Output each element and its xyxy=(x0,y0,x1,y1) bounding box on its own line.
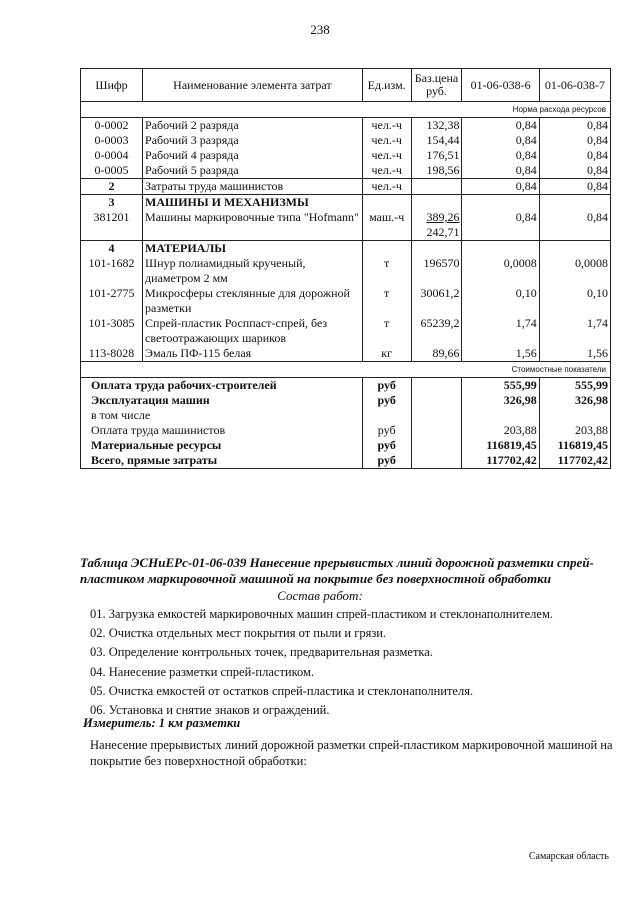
table-row: 113-8028 Эмаль ПФ-115 белая кг 89,66 1,56 1,56 xyxy=(81,346,611,362)
cost-row-machines: Эксплуатация машин в том числе руб 326,98 326,98 xyxy=(81,393,611,423)
list-item: 05. Очистка емкостей от остатков спрей-пластика и стеклонаполнителя. xyxy=(90,683,474,698)
measure-unit: Измеритель: 1 км разметки xyxy=(83,716,241,730)
table-row: 0-0004 Рабочий 4 разряда чел.-ч 176,51 0,84 0,84 xyxy=(81,148,611,163)
header-code: Шифр xyxy=(81,69,143,102)
list-item: 02. Очистка отдельных мест покрытия от пыли и грязи. xyxy=(90,626,387,641)
cost-row-operator-wages: Оплата труда машинистов руб 203,88 203,88 xyxy=(81,423,611,438)
cost-note-row xyxy=(81,362,611,378)
header-base-price: Баз.цена руб. xyxy=(411,69,462,102)
table-header-row xyxy=(81,69,611,102)
machine-price-1: 389,26 xyxy=(426,210,460,224)
cost-row-wages: Оплата труда рабочих-строителей руб 555,99 555,99 xyxy=(81,378,611,394)
list-item: 03. Определение контрольных точек, предварительная разметка. xyxy=(90,645,433,660)
operators-row: 2 Затраты труда машинистов чел.-ч 0,84 0,84 xyxy=(81,179,611,195)
machines-cost-label: Эксплуатация машин xyxy=(91,393,210,407)
table-caption: Таблица ЭСНиЕРс-01-06-039 Нанесение прерывистых линий дорожной разметки спрей-пластиком маркировочной машиной на покрытие без поверхностной обработки xyxy=(80,555,594,586)
header-norm-1: 01-06-038-6 xyxy=(462,69,539,102)
header-name: Наименование элемента затрат xyxy=(143,69,363,102)
table-row: 101-1682 Шнур полиамидный крученый, диаметром 2 мм т 196570 0,0008 0,0008 xyxy=(81,256,611,286)
operations-list xyxy=(90,605,610,720)
norm-note: Норма расхода ресурсов xyxy=(81,102,611,118)
header-norm-2: 01-06-038-7 xyxy=(539,69,610,102)
composition-title: Состав работ: xyxy=(277,588,363,603)
including-label: в том числе xyxy=(91,408,151,422)
page-number: 238 xyxy=(310,22,330,37)
cost-note: Стоимостные показатели xyxy=(81,362,611,378)
table-row: 101-3085 Спрей-пластик Росппаст-спрей, без светоотражающих шариков т 65239,2 1,74 1,74 xyxy=(81,316,611,346)
cost-row-total: Всего, прямые затраты руб 117702,42 117702,42 xyxy=(81,453,611,469)
norm-note-row xyxy=(81,102,611,118)
table-row: 0-0003 Рабочий 3 разряда чел.-ч 154,44 0,84 0,84 xyxy=(81,133,611,148)
list-item: 04. Нанесение разметки спрей-пластиком. xyxy=(90,664,315,679)
machine-row: 381201 Машины маркировочные типа "Hofmann" маш.-ч 389,26 242,71 0,84 0,84 xyxy=(81,210,611,241)
table-row: 101-2775 Микросферы стеклянные для дорожной разметки т 30061,2 0,10 0,10 xyxy=(81,286,611,316)
estimate-table xyxy=(80,68,611,469)
header-unit: Ед.изм. xyxy=(362,69,411,102)
region-footer: Самарская область xyxy=(528,851,609,862)
list-item: 06. Установка и снятие знаков и ограждений. xyxy=(90,702,330,717)
machine-price-2: 242,71 xyxy=(426,225,460,239)
table-row: 0-0002 Рабочий 2 разряда чел.-ч 132,38 0,84 0,84 xyxy=(81,118,611,134)
list-item: 01. Загрузка емкостей маркировочных машин спрей-пластиком и стеклонаполнителем. xyxy=(90,607,554,621)
table-row: 0-0005 Рабочий 5 разряда чел.-ч 198,56 0,84 0,84 xyxy=(81,163,611,179)
work-description: Нанесение прерывистых линий дорожной разметки спрей-пластиком маркировочной машиной на покрытие без поверхностной обработки: xyxy=(90,738,613,768)
materials-section-row: 4 МАТЕРИАЛЫ xyxy=(81,241,611,257)
cost-row-materials: Материальные ресурсы руб 116819,45 116819,45 xyxy=(81,438,611,453)
machines-section-row: 3 МАШИНЫ И МЕХАНИЗМЫ xyxy=(81,195,611,211)
